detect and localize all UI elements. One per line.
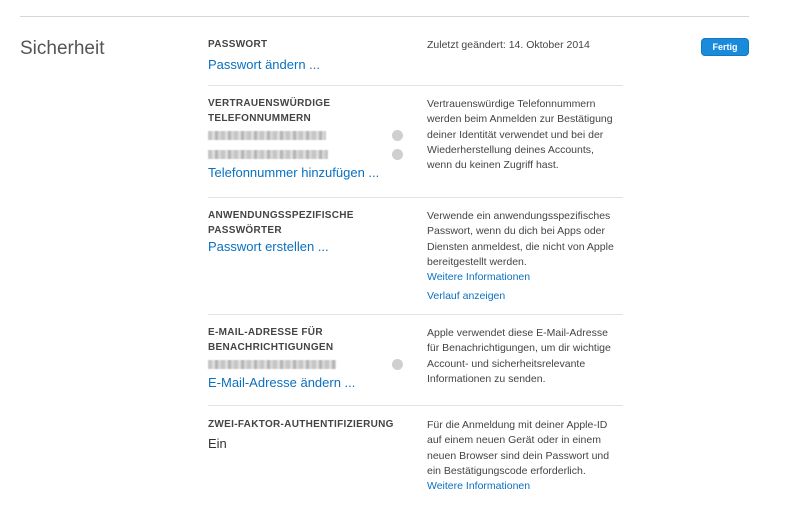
app-passwords-label-line1: ANWENDUNGSSPEZIFISCHE: [208, 210, 354, 221]
row-trusted-phones: [208, 86, 623, 198]
desc-line: Passwort, wenn du dich bei Apps oder: [427, 225, 606, 238]
app-passwords-label-line2: PASSWÖRTER: [208, 224, 282, 236]
change-password-link[interactable]: Passwort ändern ...: [208, 56, 320, 72]
notification-email-address: [208, 355, 404, 374]
desc-line: auf einem neuen Gerät oder in einem: [427, 434, 601, 447]
desc-line: deiner Identität verwendet und bei der: [427, 128, 604, 141]
two-factor-description: [427, 418, 623, 479]
two-factor-label: ZWEI-FAKTOR-AUTHENTIFIZIERUNG: [208, 419, 394, 430]
trusted-phones-description: [427, 97, 623, 173]
two-factor-status: Ein: [208, 435, 227, 451]
notify-email-label-line2: BENACHRICHTIGUNGEN: [208, 341, 334, 353]
desc-line: Verwende ein anwendungsspezifisches: [427, 210, 611, 222]
row-two-factor: [208, 406, 623, 498]
redacted-phone-number: [208, 131, 326, 140]
desc-line: Für die Anmeldung mit deiner Apple-ID: [427, 419, 608, 431]
desc-line: Informationen zu senden.: [427, 372, 546, 385]
remove-phone-icon[interactable]: [392, 149, 403, 160]
add-phone-number-link[interactable]: Telefonnummer hinzufügen ...: [208, 165, 380, 180]
desc-line: für Benachrichtigungen, um dir wichtige: [427, 342, 611, 355]
desc-line: werden beim Anmelden zur Bestätigung: [427, 113, 613, 126]
two-factor-more-info-link[interactable]: Weitere Informationen: [427, 480, 531, 493]
remove-phone-icon[interactable]: [392, 130, 403, 141]
desc-line: neuen Browser sind dein Passwort und: [427, 449, 610, 462]
row-app-specific-passwords: [208, 198, 623, 315]
top-divider: [20, 16, 749, 17]
redacted-phone-number: [208, 150, 328, 159]
done-button[interactable]: Fertig: [701, 38, 749, 56]
more-info-link[interactable]: Weitere Informationen: [427, 271, 531, 284]
password-last-changed: Zuletzt geändert: 14. Oktober 2014: [427, 39, 590, 51]
notify-email-description: [427, 326, 623, 387]
create-password-link[interactable]: Passwort erstellen ...: [208, 239, 329, 254]
redacted-email-address: [208, 360, 336, 369]
desc-line: Vertrauenswürdige Telefonnummern: [427, 98, 596, 110]
desc-line: Apple verwendet diese E-Mail-Adresse: [427, 327, 608, 339]
notify-email-label: [208, 326, 404, 355]
trusted-phones-label-line2: TELEFONNUMMERN: [208, 112, 312, 124]
app-passwords-label: [208, 209, 404, 238]
view-history-link[interactable]: Verlauf anzeigen: [427, 290, 506, 303]
section-title: Sicherheit: [20, 38, 105, 59]
desc-line: Wiederherstellung deines Accounts,: [427, 143, 594, 156]
desc-line: wenn du keinen Zugriff hast.: [427, 159, 559, 172]
desc-line: bereitgestellt werden.: [427, 255, 527, 268]
remove-email-icon[interactable]: [392, 359, 403, 370]
trusted-phones-label-line1: VERTRAUENSWÜRDIGE: [208, 98, 331, 109]
trusted-phones-label: [208, 97, 404, 126]
password-label: PASSWORT: [208, 39, 268, 50]
security-settings-list: [208, 38, 623, 498]
desc-line: Diensten anmeldest, die nicht von Apple: [427, 240, 614, 253]
change-email-link[interactable]: E-Mail-Adresse ändern ...: [208, 375, 356, 390]
notify-email-label-line1: E-MAIL-ADRESSE FÜR: [208, 327, 323, 338]
desc-line: ein Bestätigungscode erforderlich.: [427, 464, 586, 477]
row-notification-email: [208, 315, 623, 406]
phone-number-2: [208, 145, 404, 164]
row-password: [208, 38, 623, 86]
app-passwords-description: [427, 209, 623, 270]
phone-number-1: [208, 126, 404, 145]
desc-line: Account- und sicherheitsrelevante: [427, 357, 586, 370]
